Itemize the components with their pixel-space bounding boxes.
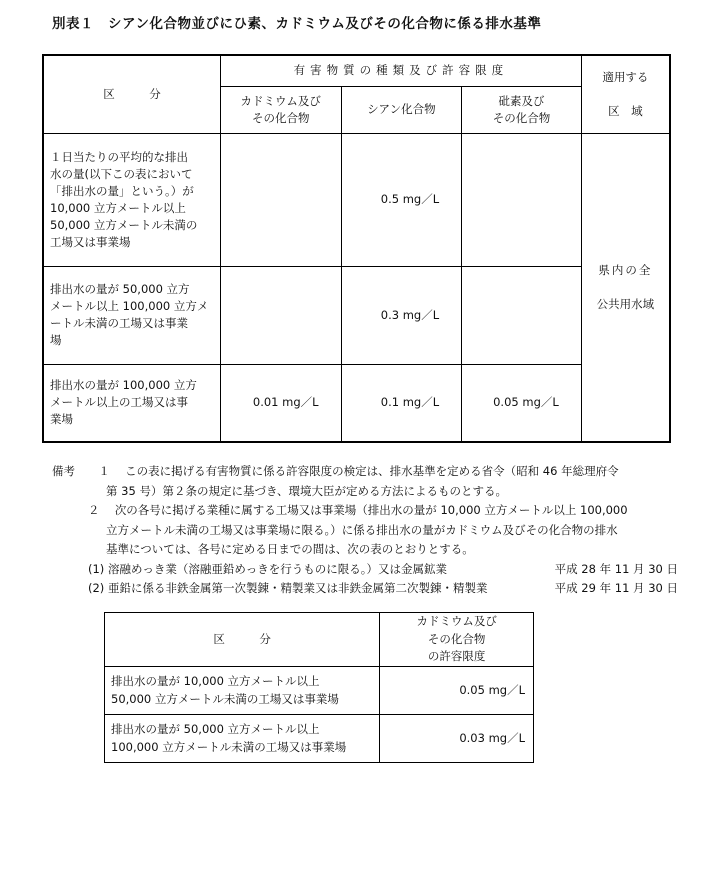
remark-2-number: ２ <box>88 503 100 517</box>
cadmium-value <box>220 266 341 364</box>
header-cadmium: カドミウム及び その化合物 <box>220 86 341 133</box>
sub-item-text: (1) 溶融めっき業（溶融亜鉛めっきを行うものに限る。）又は金属鉱業 <box>88 561 447 576</box>
remark-1-number: １ <box>98 464 110 478</box>
table-row <box>43 133 670 266</box>
cyanide-value: 0.5 mg／L <box>341 133 462 266</box>
remark-sub-item <box>52 579 692 599</box>
arsenic-value: 0.05 mg／L <box>462 364 582 442</box>
remarks-label: 備考 <box>52 464 75 478</box>
remark-2-line: 基準については、各号に定める日までの間は、次の表のとおりとする。 <box>106 542 474 556</box>
remark-sub-item <box>52 560 692 580</box>
table-row <box>43 266 670 364</box>
table-row <box>105 715 534 763</box>
remark-1-line: 第 35 号）第２条の規定に基づき、環境大臣が定める方法によるものとする。 <box>106 483 507 498</box>
remarks-section <box>52 462 692 599</box>
applicable-area: 県内の全 公共用水域 <box>581 133 670 442</box>
cyanide-value: 0.1 mg／L <box>341 364 462 442</box>
sub-row-value: 0.05 mg／L <box>380 667 534 715</box>
arsenic-value <box>462 266 582 364</box>
cadmium-value: 0.01 mg／L <box>220 364 341 442</box>
arsenic-value <box>462 133 582 266</box>
header-limits-group: 有害物質の種類及び許容限度 <box>220 55 581 86</box>
cadmium-interim-table <box>104 612 534 763</box>
remark-2-text: 次の各号に掲げる業種に属する工場又は事業場（排出水の量が 10,000 立方メートル以上 100,000 <box>114 503 628 517</box>
sub-row-division: 排出水の量が 50,000 立方メートル以上 100,000 立方メートル未満の工場又は事業場 <box>105 715 380 763</box>
row-division: １日当たりの平均的な排出 水の量(以下この表において 「排出水の量」という。）が 10,000 立方メートル以上 50,000 立方メートル未満の 工場又は事業場 <box>43 133 220 266</box>
table-row <box>43 364 670 442</box>
remark-2-line: 立方メートル未満の工場又は事業場に限る。）に係る排出水の量がカドミウム及びその化合物の排水 <box>106 522 618 537</box>
sub-item-date: 平成 29 年 11 月 30 日 <box>554 581 678 595</box>
remark-1-line <box>52 462 692 482</box>
page-title: 別表１ シアン化合物並びにひ素、カドミウム及びその化合物に係る排水基準 <box>52 16 542 32</box>
header-area: 適用する 区 域 <box>581 55 670 133</box>
row-division: 排出水の量が 50,000 立方 メートル以上 100,000 立方メ ートル未満の工場又は事業 場 <box>43 266 220 364</box>
cadmium-value <box>220 133 341 266</box>
sub-row-division: 排出水の量が 10,000 立方メートル以上 50,000 立方メートル未満の工場又は事業場 <box>105 667 380 715</box>
sub-item-date: 平成 28 年 11 月 30 日 <box>554 561 678 576</box>
emission-standards-table <box>42 54 671 443</box>
header-cyanide: シアン化合物 <box>341 86 462 133</box>
sub-row-value: 0.03 mg／L <box>380 715 534 763</box>
header-arsenic: 砒素及び その化合物 <box>462 86 582 133</box>
table-row <box>105 667 534 715</box>
row-division: 排出水の量が 100,000 立方 メートル以上の工場又は事 業場 <box>43 364 220 442</box>
sub-header-division: 区 分 <box>105 613 380 667</box>
remark-1-text: この表に掲げる有害物質に係る許容限度の検定は、排水基準を定める省令（昭和 46 年総理府令 <box>125 464 619 478</box>
sub-item-text: (2) 亜鉛に係る非鉄金属第一次製錬・精製業又は非鉄金属第二次製錬・精製業 <box>88 581 488 595</box>
remark-2-line <box>52 501 692 521</box>
cyanide-value: 0.3 mg／L <box>341 266 462 364</box>
sub-header-limit: カドミウム及び その化合物 の許容限度 <box>380 613 534 667</box>
header-division: 区 分 <box>43 55 220 133</box>
